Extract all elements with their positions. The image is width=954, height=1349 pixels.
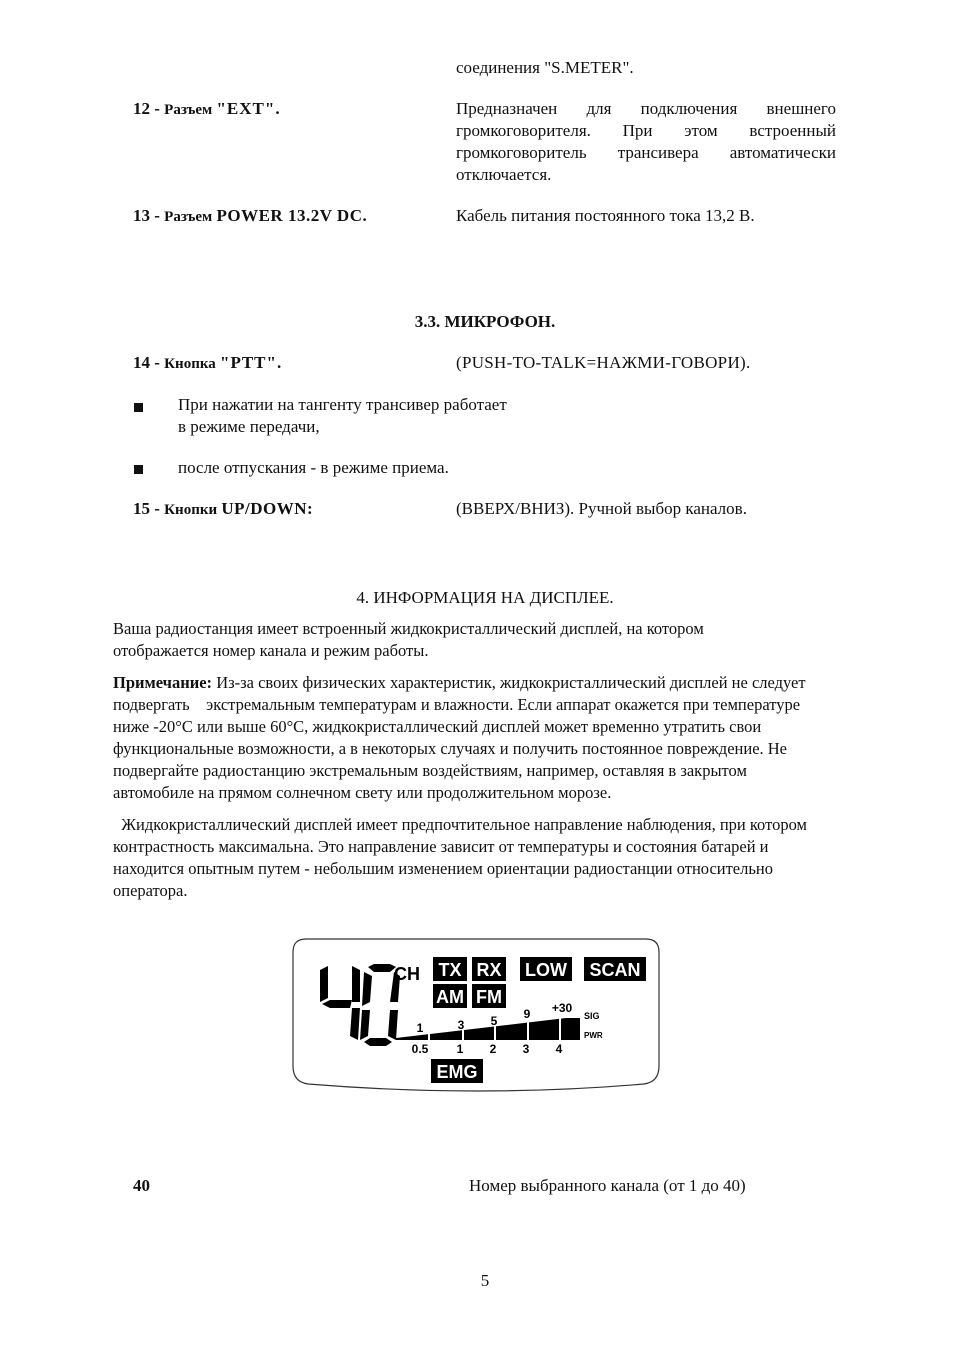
item-15-label: UP/DOWN: [221, 499, 314, 518]
sig-scale-5: 5 [490, 1014, 498, 1028]
sig-scale-9: 9 [523, 1007, 531, 1021]
item-15-desc: (ВВЕРХ/ВНИЗ). Ручной выбор каналов. [456, 499, 747, 518]
item-14-label: "PTT". [220, 353, 283, 372]
note-paragraph [113, 672, 903, 804]
lcd-scan: SCAN [589, 960, 641, 980]
viewing-paragraph [113, 814, 913, 902]
note-line: подвергайте радиостанцию экстремальным воздействиям, например, оставляя в закрытом [113, 761, 747, 780]
bullet-icon [134, 403, 143, 412]
item-12-desc-line: громкоговорителя. При этом встроенный [456, 121, 836, 140]
note-line: ниже -20°C или выше 60°C, жидкокристаллический дисплей может временно утратить свои [113, 717, 762, 736]
desc-11-continuation: соединения "S.METER". [456, 58, 634, 77]
bullet-item-1-line: в режиме передачи, [178, 417, 320, 436]
viewing-line: контрастность максимальна. Это направление зависит от температуры и состояния батарей и [113, 837, 769, 856]
note-line: автомобиле на прямом солнечном свету или продолжительном морозе. [113, 783, 612, 802]
viewing-line: Жидкокристаллический дисплей имеет предпочтительное направление наблюдения, при котором [113, 815, 807, 834]
pwr-scale-1: 1 [456, 1042, 464, 1056]
item-13-desc: Кабель питания постоянного тока 13,2 В. [456, 206, 755, 225]
sig-scale-1: 1 [416, 1021, 424, 1035]
lcd-pwr-label: PWR [584, 1031, 603, 1040]
item-14-pre: Кнопка [164, 356, 216, 372]
item-14-title [133, 352, 282, 375]
viewing-line: находится опытным путем - небольшим изменением ориентации радиостанции относительно [113, 859, 773, 878]
legend-key: 40 [133, 1176, 150, 1195]
note-line: подвергать экстремальным температурам и влажности. Если аппарат окажется при температуре [113, 695, 801, 714]
lcd-ch-label: CH [394, 964, 420, 984]
intro-line: отображается номер канала и режим работы. [113, 641, 429, 660]
signal-bargraph [396, 1018, 580, 1040]
lcd-low: LOW [525, 960, 567, 980]
item-13-title [133, 205, 367, 228]
item-15-pre: Кнопки [164, 502, 218, 518]
item-13-num: 13 - [133, 206, 160, 225]
pwr-scale-2: 2 [489, 1042, 497, 1056]
bullet-item-2: после отпускания - в режиме приема. [178, 458, 449, 477]
lcd-sig-label: SIG [584, 1011, 600, 1021]
viewing-line: оператора. [113, 881, 188, 900]
lcd-display-illustration [290, 936, 662, 1094]
intro-paragraph [113, 618, 913, 662]
item-15-title [133, 498, 313, 521]
item-15-num: 15 - [133, 499, 160, 518]
section-heading-display: 4. ИНФОРМАЦИЯ НА ДИСПЛЕЕ. [356, 588, 614, 607]
note-label: Примечание: [113, 673, 213, 692]
item-12-title [133, 98, 281, 121]
channel-digits [320, 964, 400, 1046]
intro-line: Ваша радиостанция имеет встроенный жидкокристаллический дисплей, на котором [113, 619, 704, 638]
item-13-pre: Разъем [164, 209, 213, 225]
item-12-desc-line: отключается. [456, 165, 552, 184]
digit-4 [320, 966, 360, 1040]
item-12-desc-line: Предназначен для подключения внешнего [456, 99, 836, 118]
bullet-item-1-line: При нажатии на тангенту трансивер работает [178, 395, 507, 414]
item-14-desc: (PUSH-TO-TALK=НАЖМИ-ГОВОРИ). [456, 353, 751, 372]
sig-scale-3: 3 [457, 1018, 465, 1032]
pwr-scale-3: 3 [522, 1042, 530, 1056]
lcd-tx: TX [438, 960, 462, 980]
note-line: Из-за своих физических характеристик, жидкокристаллический дисплей не следует [216, 673, 806, 692]
item-12-num: 12 - [133, 99, 160, 118]
item-12-pre: Разъем [164, 102, 213, 118]
lcd-emg: EMG [436, 1062, 478, 1082]
lcd-fm: FM [476, 987, 502, 1007]
bullet-item-1 [178, 394, 507, 438]
note-line: функциональные возможности, а в некоторых случаях и получить постоянное повреждение. Не [113, 739, 788, 758]
section-heading-microphone: 3.3. МИКРОФОН. [414, 312, 556, 331]
sig-scale-30: +30 [551, 1001, 573, 1015]
lcd-am: AM [436, 987, 464, 1007]
item-13-label: POWER 13.2V DC. [216, 206, 368, 225]
legend-desc: Номер выбранного канала (от 1 до 40) [469, 1176, 746, 1195]
pwr-scale-0-5: 0.5 [411, 1042, 429, 1056]
item-14-num: 14 - [133, 353, 160, 372]
item-12-desc-line: громкоговоритель трансивера автоматически [456, 143, 836, 162]
item-12-desc [456, 98, 836, 186]
lcd-rx: RX [476, 960, 502, 980]
bullet-icon [134, 465, 143, 474]
item-12-label: "EXT". [216, 99, 281, 118]
page-number: 5 [480, 1271, 490, 1290]
pwr-scale-4: 4 [555, 1042, 563, 1056]
